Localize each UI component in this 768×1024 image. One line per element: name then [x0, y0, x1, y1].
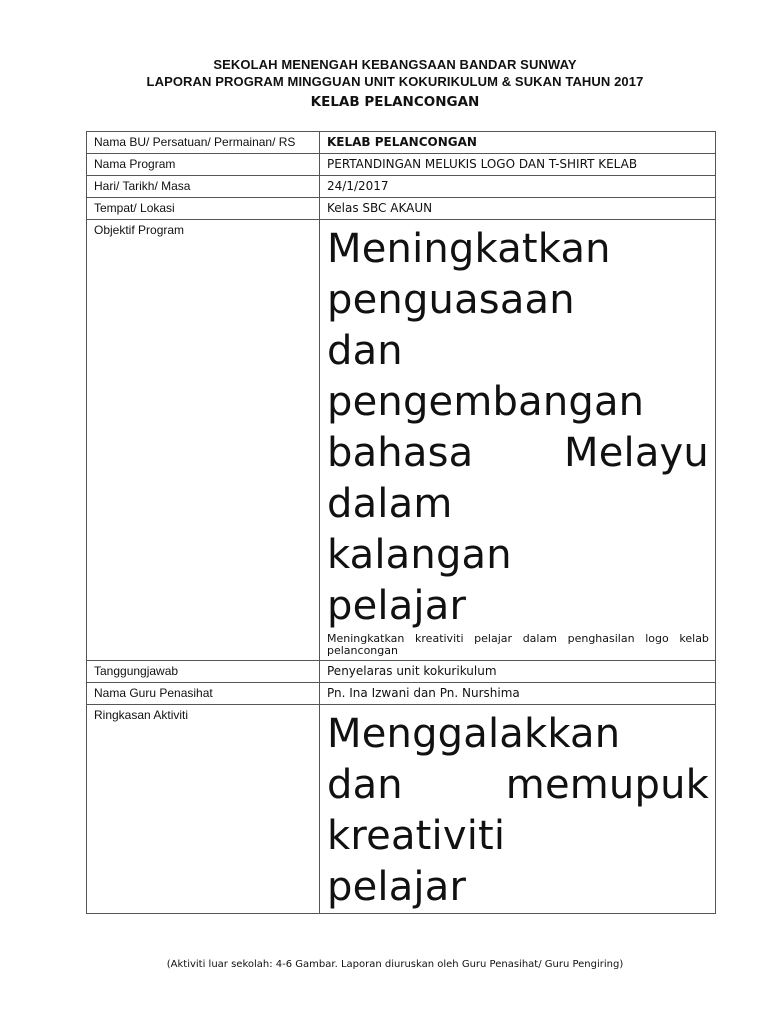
document-header [0, 56, 768, 111]
footer-note: (Aktiviti luar sekolah: 4-6 Gambar. Laporan diuruskan oleh Guru Penasihat/ Guru Pengiring) [166, 959, 624, 970]
objective-note-line2: pelancongan [327, 644, 398, 657]
row-label: Nama Program [87, 154, 320, 176]
row-value: KELAB PELANCONGAN [320, 132, 716, 154]
report-table-body [87, 132, 716, 914]
objective-big-line [327, 428, 709, 479]
objective-big-word: bahasa [327, 430, 474, 476]
objective-note-word: kelab [679, 632, 709, 645]
objective-big-text [327, 224, 709, 632]
summary-big-word: memupuk [505, 762, 709, 808]
school-name: SEKOLAH MENENGAH KEBANGSAAN BANDAR SUNWAY [213, 57, 577, 72]
objective-note-word: dalam [522, 632, 557, 645]
objective-note-word: pelajar [474, 632, 513, 645]
table-row [87, 683, 716, 705]
row-label: Hari/ Tarikh/ Masa [87, 176, 320, 198]
table-row [87, 154, 716, 176]
objective-big-line: dan [327, 328, 403, 374]
objective-note-word: logo [645, 632, 669, 645]
row-value: Kelas SBC AKAUN [320, 198, 716, 220]
summary-label: Ringkasan Aktiviti [87, 705, 320, 914]
report-title: LAPORAN PROGRAM MINGGUAN UNIT KOKURIKULUM & SUKAN TAHUN 2017 [146, 74, 644, 89]
objective-big-line: penguasaan [327, 277, 575, 323]
objective-note-word: penghasilan [567, 632, 635, 645]
objective-label: Objektif Program [87, 220, 320, 661]
summary-big-line: Menggalakkan [327, 711, 621, 757]
summary-big-text [327, 709, 709, 913]
table-row [87, 198, 716, 220]
objective-big-line: pengembangan [327, 379, 645, 425]
objective-note-word: Meningkatkan [327, 632, 405, 645]
objective-big-line: dalam [327, 481, 453, 527]
summary-value [320, 705, 716, 914]
objective-note-word: kreativiti [415, 632, 464, 645]
summary-big-line [327, 760, 709, 811]
objective-note [327, 633, 709, 657]
row-label: Nama BU/ Persatuan/ Permainan/ RS [87, 132, 320, 154]
summary-big-line: pelajar [327, 864, 467, 910]
table-row [87, 661, 716, 683]
row-label: Tanggungjawab [87, 661, 320, 683]
report-table [86, 131, 716, 914]
summary-row [87, 705, 716, 914]
summary-big-line: kreativiti [327, 813, 506, 859]
table-row [87, 132, 716, 154]
row-label: Tempat/ Lokasi [87, 198, 320, 220]
objective-row [87, 220, 716, 661]
objective-big-line: Meningkatkan [327, 226, 611, 272]
row-value: Penyelaras unit kokurikulum [320, 661, 716, 683]
row-label: Nama Guru Penasihat [87, 683, 320, 705]
summary-big-word: dan [327, 762, 403, 808]
objective-big-word: Melayu [564, 430, 709, 476]
club-name: KELAB PELANCONGAN [310, 94, 480, 110]
objective-value [320, 220, 716, 661]
objective-big-line: pelajar [327, 583, 467, 629]
row-value: Pn. Ina Izwani dan Pn. Nurshima [320, 683, 716, 705]
objective-big-line: kalangan [327, 532, 512, 578]
row-value: PERTANDINGAN MELUKIS LOGO DAN T-SHIRT KELAB [320, 154, 716, 176]
row-value: 24/1/2017 [320, 176, 716, 198]
table-row [87, 176, 716, 198]
